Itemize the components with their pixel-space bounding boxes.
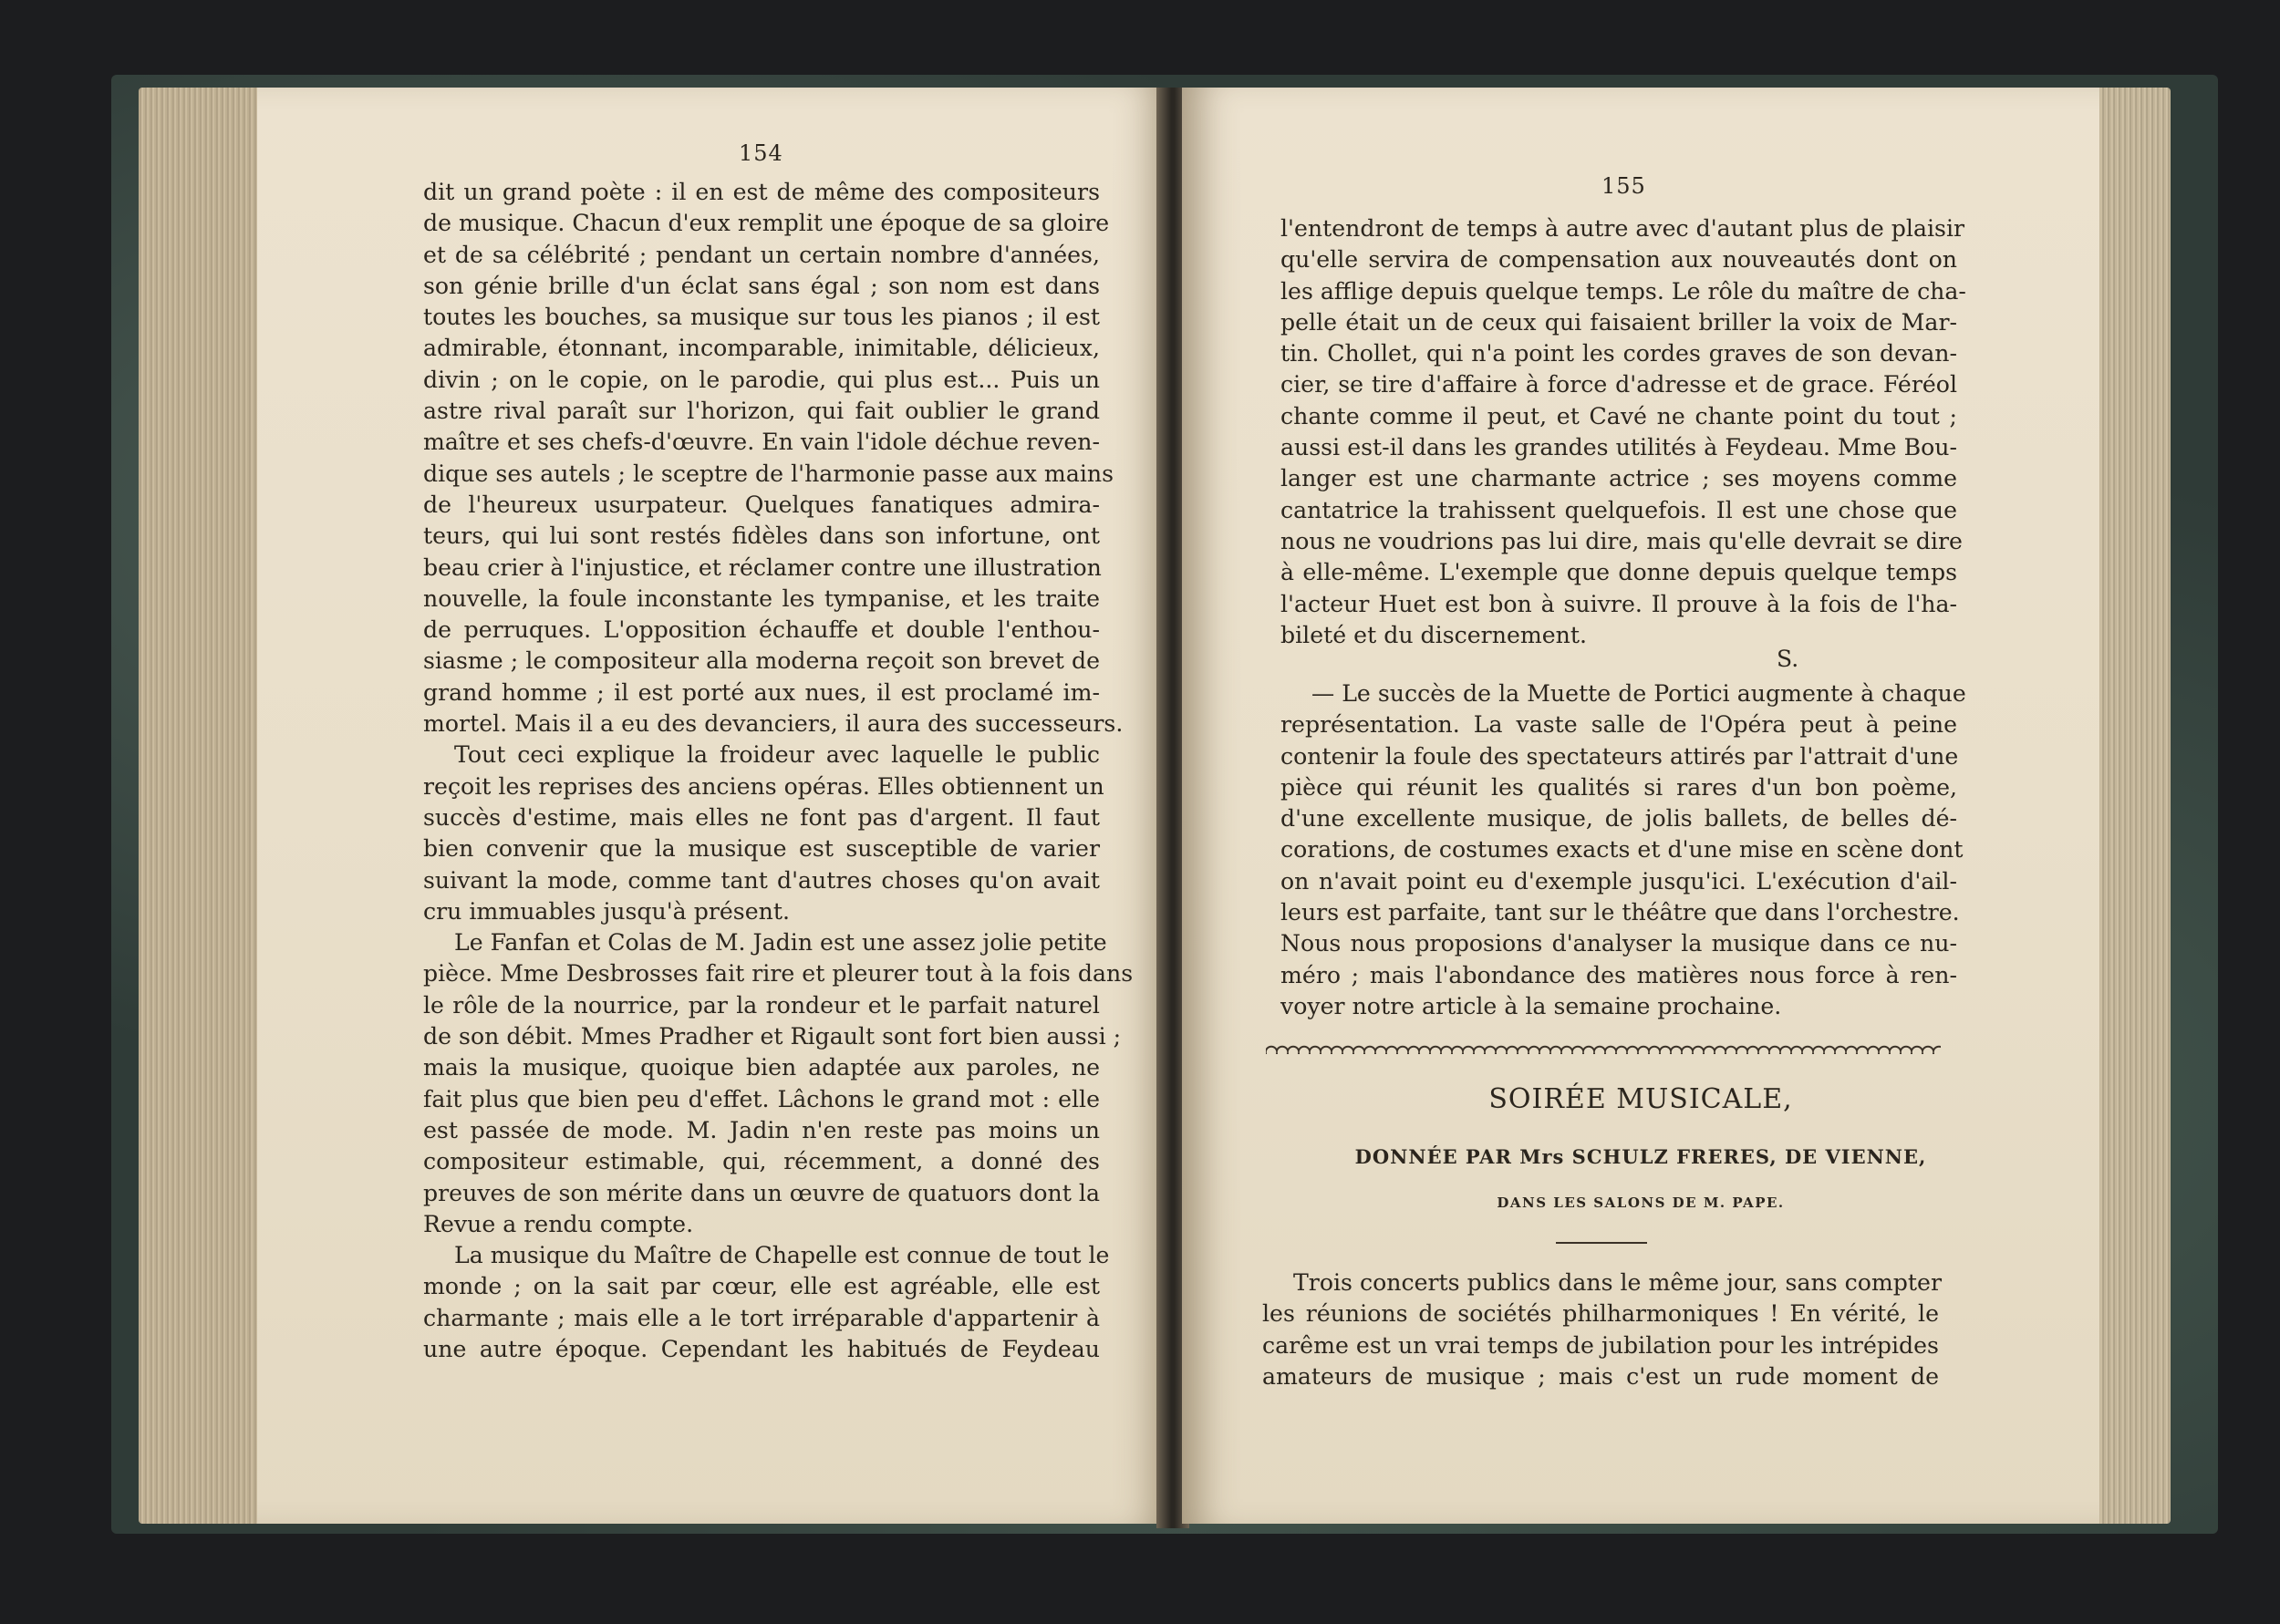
text-line: dit un grand poète : il en est de même des compositeurs	[423, 179, 1100, 205]
text-line: pelle était un de ceux qui faisaient briller la voix de Mar-	[1280, 308, 1957, 336]
signature: S.	[1777, 646, 1799, 672]
text-line: leurs est parfaite, tant sur le théâtre que dans l'orchestre.	[1280, 899, 1960, 926]
text-line: de perruques. L'opposition échauffe et double l'enthou-	[423, 616, 1100, 644]
text-line: nouvelle, la foule inconstante les tympanise, et les traite	[423, 584, 1100, 612]
text-line: l'acteur Huet est bon à suivre. Il prouve à la fois de l'ha-	[1280, 590, 1957, 617]
text-line: reçoit les reprises des anciens opéras. Elles obtiennent un	[423, 772, 1104, 800]
text-line: de son débit. Mmes Pradher et Rigault sont fort bien aussi ;	[423, 1023, 1122, 1050]
text-line: cantatrice la trahissent quelquefois. Il est une chose que	[1280, 496, 1957, 523]
text-line: astre rival paraît sur l'horizon, qui fait oublier le grand	[423, 398, 1100, 425]
section-venue: DANS LES SALONS DE M. PAPE.	[1497, 1195, 1785, 1211]
text-line: Revue a rendu compte.	[423, 1210, 694, 1237]
text-line: La musique du Maître de Chapelle est connue de tout le	[454, 1242, 1110, 1269]
text-line: toutes les bouches, sa musique sur tous les pianos ; il est	[423, 304, 1100, 331]
text-line: d'une excellente musique, de jolis ballets, de belles dé-	[1280, 805, 1957, 833]
text-line: le rôle de la nourrice, par la rondeur et le parfait naturel	[423, 991, 1100, 1019]
text-line: Trois concerts publics dans le même jour, sans compter	[1293, 1269, 1942, 1296]
text-line: carême est un vrai temps de jubilation pour les intrépides	[1262, 1331, 1939, 1359]
text-line: les afflige depuis quelque temps. Le rôle du maître de cha-	[1280, 277, 1966, 305]
text-line: on n'avait point eu d'exemple jusqu'ici. L'exécution d'ail-	[1280, 867, 1957, 895]
text-line: admirable, étonnant, incomparable, inimitable, délicieux,	[423, 335, 1100, 362]
text-line: et de sa célébrité ; pendant un certain nombre d'années,	[423, 241, 1100, 268]
section-subtitle: DONNÉE PAR Mrs SCHULZ FRERES, DE VIENNE,	[1354, 1145, 1927, 1168]
text-line: fait plus que bien peu d'effet. Lâchons le grand mot : elle	[423, 1085, 1100, 1112]
right-page	[1182, 88, 2099, 1524]
text-line: l'entendront de temps à autre avec d'autant plus de plaisir	[1280, 215, 1965, 242]
text-line: une autre époque. Cependant les habitués de Feydeau	[423, 1335, 1100, 1362]
right-page-text-2	[1280, 678, 1966, 1022]
left-page	[257, 88, 1171, 1524]
right-page-text-1	[1280, 213, 1966, 651]
text-line: cru immuables jusqu'à présent.	[423, 897, 790, 925]
text-line: charmante ; mais elle a le tort irréparable d'appartenir à	[423, 1304, 1100, 1331]
right-page-text-3	[1262, 1267, 1942, 1392]
text-line: cier, se tire d'affaire à force d'adresse et de grace. Féréol	[1280, 371, 1957, 398]
text-line: Le Fanfan et Colas de M. Jadin est une assez jolie petite	[454, 929, 1107, 957]
text-line: bileté et du discernement.	[1280, 621, 1587, 648]
text-line: siasme ; le compositeur alla moderna reçoit son brevet de	[423, 647, 1100, 675]
text-line: grand homme ; il est porté aux nues, il est proclamé im-	[423, 678, 1100, 706]
text-line: contenir la foule des spectateurs attirés par l'attrait d'une	[1280, 742, 1959, 770]
text-line: pièce. Mme Desbrosses fait rire et pleurer tout à la fois dans	[423, 960, 1134, 988]
text-line: qu'elle servira de compensation aux nouveautés dont on	[1280, 246, 1957, 274]
text-line: voyer notre article à la semaine prochaine.	[1280, 992, 1782, 1019]
text-line: maître et ses chefs-d'œuvre. En vain l'idole déchue reven-	[423, 429, 1100, 456]
text-line: compositeur estimable, qui, récemment, a donné des	[423, 1148, 1100, 1175]
left-page-edges	[139, 88, 266, 1524]
text-line: son génie brille d'un éclat sans égal ; son nom est dans	[423, 272, 1100, 299]
text-line: monde ; on la sait par cœur, elle est agréable, elle est	[423, 1273, 1100, 1300]
text-line: chante comme il peut, et Cavé ne chante point du tout ;	[1280, 402, 1957, 429]
text-line: suivant la mode, comme tant d'autres choses qu'on avait	[423, 866, 1100, 894]
text-line: Tout ceci explique la froideur avec laquelle le public	[454, 741, 1100, 769]
text-line: les réunions de sociétés philharmoniques ! En vérité, le	[1262, 1300, 1939, 1328]
text-line: aussi est-il dans les grandes utilités à Feydeau. Mme Bou-	[1280, 434, 1957, 461]
text-line: bien convenir que la musique est susceptible de varier	[423, 835, 1100, 863]
text-line: succès d'estime, mais elles ne font pas d'argent. Il faut	[423, 803, 1100, 831]
text-line: langer est une charmante actrice ; ses moyens comme	[1280, 465, 1957, 492]
text-line: preuves de son mérite dans un œuvre de quatuors dont la	[423, 1179, 1100, 1206]
right-page-edges	[2088, 88, 2171, 1524]
text-line: méro ; mais l'abondance des matières nous force à ren-	[1280, 961, 1957, 988]
text-line: tin. Chollet, qui n'a point les cordes graves de son devan-	[1280, 340, 1957, 367]
text-line: mais la musique, quoique bien adaptée aux paroles, ne	[423, 1054, 1100, 1081]
text-line: à elle-même. L'exemple que donne depuis quelque temps	[1280, 559, 1957, 586]
text-line: amateurs de musique ; mais c'est un rude moment de	[1262, 1362, 1939, 1390]
left-page-text	[423, 177, 1134, 1365]
short-rule	[1556, 1242, 1647, 1244]
text-line: — Le succès de la Muette de Portici augmente à chaque	[1311, 680, 1966, 707]
text-line: représentation. La vaste salle de l'Opéra peut à peine	[1280, 711, 1957, 739]
text-line: nous ne voudrions pas lui dire, mais qu'elle devrait se dire	[1280, 527, 1963, 554]
text-line: dique ses autels ; le sceptre de l'harmonie passe aux mains	[423, 460, 1114, 487]
text-line: de l'heureux usurpateur. Quelques fanatiques admira-	[423, 491, 1100, 518]
text-line: divin ; on le copie, on le parodie, qui plus est... Puis un	[423, 366, 1100, 393]
section-title: SOIRÉE MUSICALE,	[1488, 1083, 1793, 1115]
text-line: mortel. Mais il a eu des devanciers, il aura des successeurs.	[423, 710, 1124, 738]
wavy-divider	[1266, 1041, 1941, 1054]
text-line: teurs, qui lui sont restés fidèles dans son infortune, ont	[423, 522, 1100, 550]
text-line: corations, de costumes exacts et d'une mise en scène dont	[1280, 836, 1964, 864]
text-line: de musique. Chacun d'eux remplit une époque de sa gloire	[423, 210, 1110, 237]
text-line: Nous nous proposions d'analyser la musique dans ce nu-	[1280, 930, 1957, 957]
text-line: pièce qui réunit les qualités si rares d'un bon poème,	[1280, 773, 1957, 801]
text-line: beau crier à l'injustice, et réclamer contre une illustration	[423, 553, 1102, 581]
text-line: est passée de mode. M. Jadin n'en reste pas moins un	[423, 1116, 1100, 1143]
page-number-right: 155	[1601, 173, 1646, 199]
page-number-left: 154	[739, 140, 783, 166]
